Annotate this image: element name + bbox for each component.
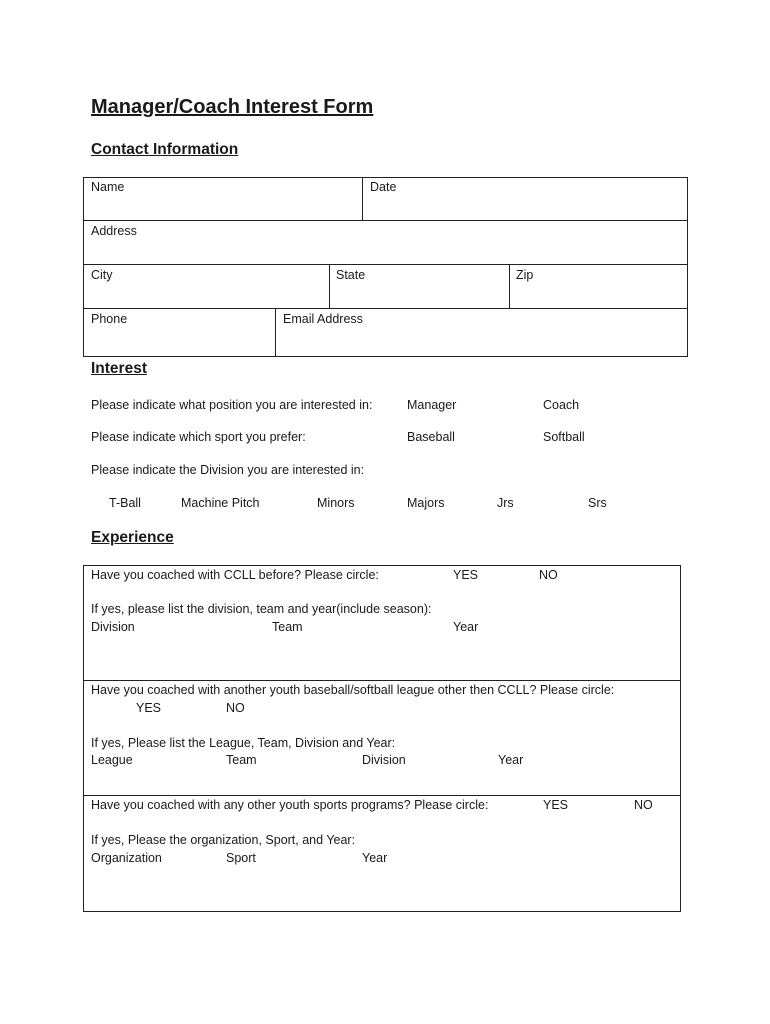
- q2-col-league: League: [91, 753, 133, 767]
- contact-heading: Contact Information: [91, 141, 239, 158]
- experience-heading: Experience: [91, 529, 174, 546]
- zip-field[interactable]: [510, 265, 687, 308]
- date-label: Date: [370, 180, 397, 194]
- q3-question: Have you coached with any other youth sports programs? Please circle:: [91, 798, 489, 812]
- division-option-minors[interactable]: Minors: [317, 496, 355, 510]
- position-option-coach[interactable]: Coach: [543, 398, 580, 412]
- division-option-majors[interactable]: Majors: [407, 496, 445, 510]
- address-label: Address: [91, 224, 137, 238]
- q3-no[interactable]: NO: [634, 798, 653, 812]
- phone-label: Phone: [91, 312, 128, 326]
- zip-label: Zip: [516, 268, 534, 282]
- address-field[interactable]: [84, 221, 687, 264]
- q3-yes[interactable]: YES: [543, 798, 569, 812]
- q1-yes[interactable]: YES: [453, 568, 479, 582]
- name-label: Name: [91, 180, 125, 194]
- q2-followup: If yes, Please list the League, Team, Division and Year:: [91, 736, 396, 750]
- q1-col-division: Division: [91, 620, 135, 634]
- date-field[interactable]: [363, 178, 687, 220]
- city-label: City: [91, 268, 113, 282]
- experience-row-divider: [83, 795, 681, 796]
- sport-option-softball[interactable]: Softball: [543, 430, 585, 444]
- experience-row-divider: [83, 680, 681, 681]
- page-title: Manager/Coach Interest Form: [91, 96, 374, 118]
- division-option-jrs[interactable]: Jrs: [497, 496, 514, 510]
- q3-followup: If yes, Please the organization, Sport, and Year:: [91, 833, 356, 847]
- email-label: Email Address: [283, 312, 363, 326]
- interest-heading: Interest: [91, 360, 147, 377]
- division-option-machine-pitch[interactable]: Machine Pitch: [181, 496, 260, 510]
- q2-yes[interactable]: YES: [136, 701, 162, 715]
- q1-followup: If yes, please list the division, team and year(include season):: [91, 602, 432, 616]
- city-field[interactable]: [84, 265, 329, 308]
- position-option-manager[interactable]: Manager: [407, 398, 457, 412]
- division-option-tball[interactable]: T-Ball: [109, 496, 141, 510]
- q1-question: Have you coached with CCLL before? Please circle:: [91, 568, 379, 582]
- q3-answer-area[interactable]: [84, 868, 680, 911]
- q1-no[interactable]: NO: [539, 568, 558, 582]
- sport-prompt: Please indicate which sport you prefer:: [91, 430, 306, 444]
- sport-option-baseball[interactable]: Baseball: [407, 430, 455, 444]
- state-label: State: [336, 268, 366, 282]
- q2-question: Have you coached with another youth baseball/softball league other then CCLL? Please circle:: [91, 683, 615, 697]
- q2-col-team: Team: [226, 753, 257, 767]
- q3-col-organization: Organization: [91, 851, 162, 865]
- q2-col-division: Division: [362, 753, 406, 767]
- q2-col-year: Year: [498, 753, 524, 767]
- division-prompt: Please indicate the Division you are interested in:: [91, 463, 365, 477]
- q3-col-year: Year: [362, 851, 388, 865]
- position-prompt: Please indicate what position you are interested in:: [91, 398, 373, 412]
- q1-col-team: Team: [272, 620, 303, 634]
- division-option-srs[interactable]: Srs: [588, 496, 607, 510]
- q2-no[interactable]: NO: [226, 701, 245, 715]
- q1-answer-area[interactable]: [84, 637, 680, 679]
- q1-col-year: Year: [453, 620, 479, 634]
- q2-answer-area[interactable]: [84, 770, 680, 794]
- q3-col-sport: Sport: [226, 851, 256, 865]
- name-field[interactable]: [84, 178, 362, 220]
